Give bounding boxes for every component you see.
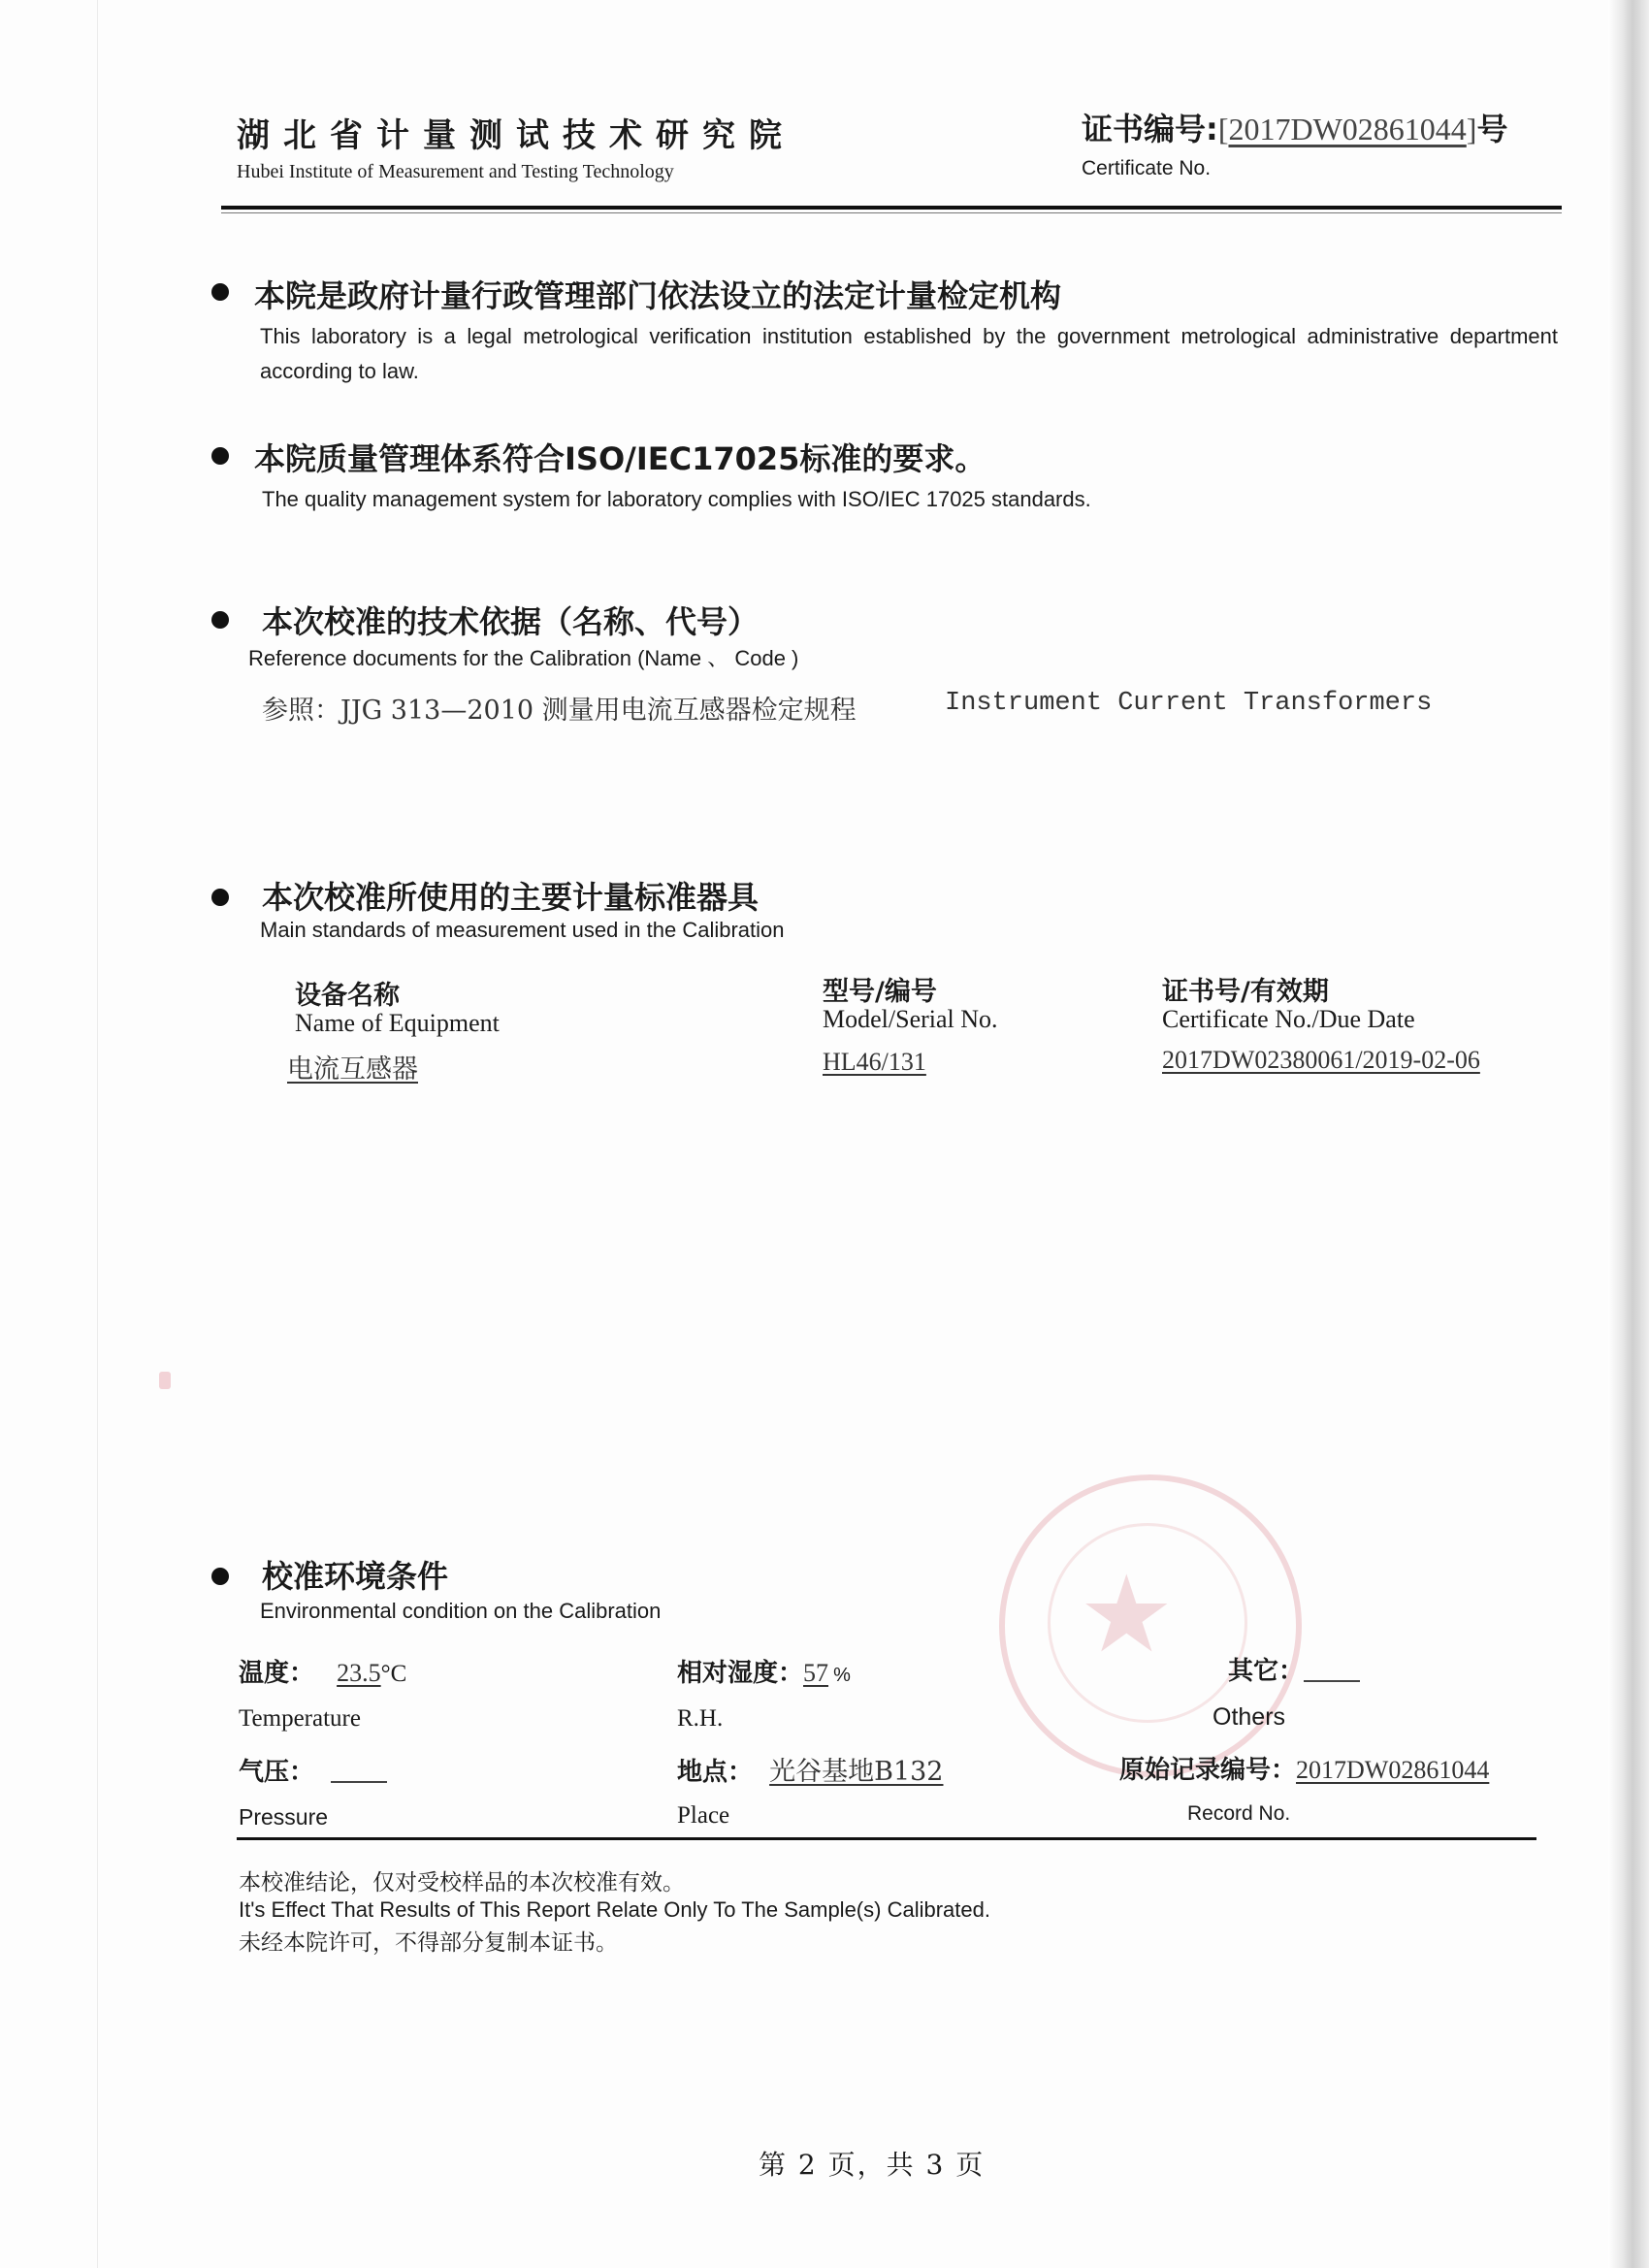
place-label-en: Place: [677, 1802, 730, 1829]
pressure-label-cn: 气压：: [239, 1758, 315, 1787]
reference-document-en: Instrument Current Transformers: [945, 689, 1433, 718]
temperature-label-en: Temperature: [239, 1705, 361, 1732]
others-field: [1228, 1651, 1360, 1687]
column-header-model-cn: 型号/编号: [823, 977, 937, 1007]
legal-text-en-line1: This laboratory is a legal metrological verification institution established by the government metrological administrative department: [260, 324, 1558, 348]
humidity-unit: %: [833, 1665, 851, 1686]
humidity-value: 57: [803, 1659, 829, 1687]
bullet-icon: [211, 889, 229, 906]
place-value: 光谷基地B132: [769, 1757, 944, 1787]
cert-suffix: 号: [1476, 111, 1508, 147]
header-rule-thick: [221, 206, 1562, 210]
cert-bracket-close: ]: [1466, 112, 1477, 146]
note-validity-cn: 本校准结论，仅对受校样品的本次校准有效。: [239, 1870, 685, 1895]
standard-cert-due-date: 2017DW02380061/2019-02-06: [1162, 1046, 1480, 1074]
seal-star-icon: ★: [1079, 1552, 1175, 1676]
quality-title-cn: 本院质量管理体系符合ISO/IEC17025标准的要求。: [254, 440, 986, 477]
standard-equipment-name: 电流互感器: [287, 1054, 418, 1085]
legal-title-cn: 本院是政府计量行政管理部门依法设立的法定计量检定机构: [254, 277, 1062, 314]
reference-document-cn: 参照：JJG 313—2010 测量用电流互感器检定规程: [262, 696, 857, 726]
scan-margin-line: [97, 0, 98, 2268]
institute-name-en: Hubei Institute of Measurement and Testing Technology: [237, 161, 674, 182]
temperature-unit: °C: [380, 1661, 407, 1687]
column-header-equipment-cn: 设备名称: [295, 981, 400, 1011]
reference-title-cn: 本次校准的技术依据（名称、代号）: [262, 603, 760, 640]
pressure-field: [239, 1752, 387, 1788]
column-header-cert-cn: 证书号/有效期: [1162, 977, 1329, 1007]
standards-title-cn: 本次校准所使用的主要计量标准器具: [262, 879, 760, 916]
pressure-label-en: Pressure: [239, 1804, 329, 1830]
certificate-number: [1082, 105, 1507, 149]
column-header-equipment-en: Name of Equipment: [295, 1009, 500, 1037]
environment-subtitle-en: Environmental condition on the Calibration: [260, 1599, 662, 1623]
bullet-icon: [211, 447, 229, 465]
institute-name-cn: 湖北省计量测试技术研究院: [237, 116, 795, 155]
standards-subtitle-en: Main standards of measurement used in the Calibration: [260, 918, 785, 942]
pressure-empty-value: [331, 1769, 387, 1783]
ink-mark: [159, 1372, 171, 1389]
scan-edge-shadow: [1608, 0, 1649, 2268]
reference-subtitle-en: Reference documents for the Calibration (Name 、 Code ): [248, 646, 799, 670]
place-field: [677, 1750, 944, 1788]
environment-bottom-rule: [237, 1837, 1536, 1840]
page-number: 第 2 页，共 3 页: [759, 2149, 986, 2181]
cert-label-cn: 证书编号:: [1082, 111, 1218, 147]
others-label-en: Others: [1212, 1703, 1286, 1731]
bullet-icon: [211, 283, 229, 301]
temperature-label-cn: 温度：: [239, 1659, 315, 1688]
cert-label-en: Certificate No.: [1082, 157, 1212, 179]
cert-bracket-open: [: [1217, 112, 1229, 146]
column-header-cert-en: Certificate No./Due Date: [1162, 1005, 1415, 1033]
note-validity-en: It's Effect That Results of This Report Relate Only To The Sample(s) Calibrated.: [239, 1897, 990, 1922]
column-header-model-en: Model/Serial No.: [823, 1005, 998, 1033]
cert-number-value: 2017DW02861044: [1228, 112, 1467, 146]
quality-text-en: The quality management system for laboratory complies with ISO/IEC 17025 standards.: [262, 487, 1091, 511]
humidity-label-en: R.H.: [677, 1705, 724, 1732]
record-label-en: Record No.: [1187, 1802, 1291, 1825]
standard-model-serial: HL46/131: [823, 1048, 926, 1076]
place-label-cn: 地点：: [677, 1758, 754, 1787]
legal-text-en-line2: according to law.: [260, 359, 419, 383]
temperature-value: 23.5: [337, 1659, 381, 1687]
record-field: [1119, 1750, 1489, 1786]
bullet-icon: [211, 611, 229, 629]
header-rule-thin: [221, 212, 1562, 213]
bullet-icon: [211, 1568, 229, 1585]
record-label-cn: 原始记录编号：: [1119, 1756, 1297, 1785]
record-value: 2017DW02861044: [1296, 1756, 1490, 1784]
others-label-cn: 其它：: [1228, 1657, 1305, 1686]
note-copy-restriction-cn: 未经本院许可，不得部分复制本证书。: [239, 1930, 618, 1956]
others-empty-value: [1304, 1669, 1360, 1682]
humidity-field: [677, 1653, 851, 1689]
humidity-label-cn: 相对湿度：: [677, 1659, 804, 1688]
environment-title-cn: 校准环境条件: [262, 1558, 449, 1595]
temperature-field: [239, 1653, 406, 1689]
